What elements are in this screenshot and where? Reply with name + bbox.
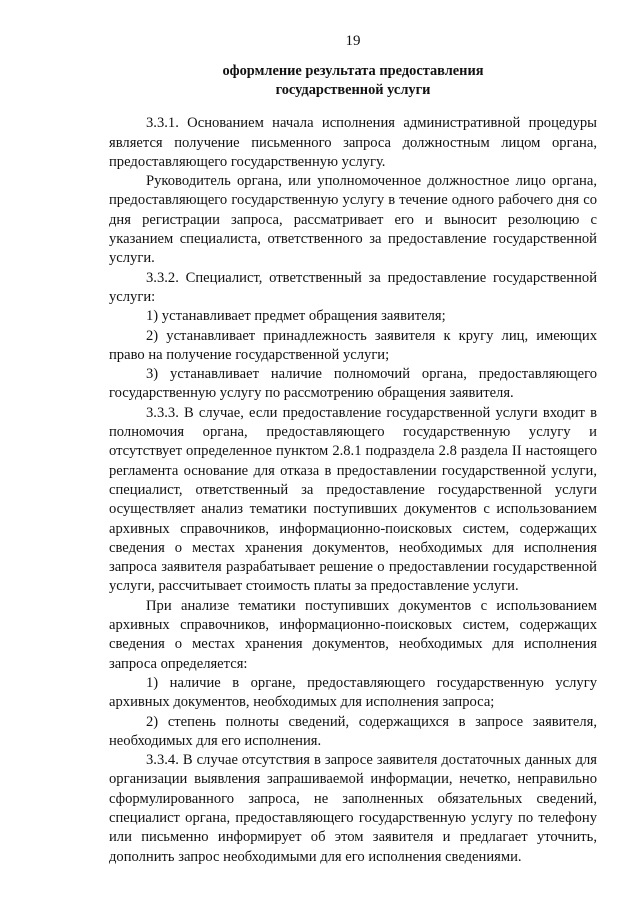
section-heading-line-2: государственной услуги bbox=[275, 82, 431, 99]
list-item-3: 3) устанавливает наличие полномочий органа, предоставляющего государственную услугу по рассмотрению обращения заявителя. bbox=[109, 366, 597, 402]
list-item-1: 1) устанавливает предмет обращения заявителя; bbox=[146, 308, 446, 325]
section-heading-line-1: оформление результата предоставления bbox=[222, 63, 484, 80]
document-page bbox=[109, 32, 597, 867]
list-item-2: 2) устанавливает принадлежность заявителя к кругу лиц, имеющих право на получение государственной услуги; bbox=[109, 327, 597, 363]
page-number: 19 bbox=[345, 33, 361, 49]
paragraph-3-3-2: 3.3.2. Специалист, ответственный за предоставление государственной услуги: bbox=[109, 269, 597, 305]
paragraph-3-3-3: 3.3.3. В случае, если предоставление государственной услуги входит в полномочия органа, предоставляющего государственную услугу и отсутствует определенное пунктом 2.8.1 подраздела 2.8 раздела II настоящего регламента основание для отказа в предоставлении государственной услуги, специалист, ответственный за предоставление государственной услуги осуществляет анализ тематики поступивших документов с использованием архивных справочников, информационно-поисковых систем, содержащих сведения о местах хранения документов, необходимых для исполнения запроса заявителя разрабатывает решение о предоставлении государственной услуги, рассчитывает стоимость платы за предоставление услуги. bbox=[109, 404, 597, 595]
paragraph-3-3-4: 3.3.4. В случае отсутствия в запросе заявителя достаточных данных для организации выявления запрашиваемой информации, нечетко, неправильно сформулированного запроса, не заполненных обязательных сведений, специалист органа, предоставляющего государственную услугу по телефону или письменно информирует об этом заявителя и предлагает уточнить, дополнить запрос необходимыми для его исполнения сведениями. bbox=[109, 752, 597, 865]
paragraph-3-3-1: 3.3.1. Основанием начала исполнения административной процедуры является получение письменного запроса должностным лицом органа, предоставляющего государственную услугу. bbox=[109, 115, 597, 170]
paragraph-head-resolution: Руководитель органа, или уполномоченное должностное лицо органа, предоставляющего государственную услугу в течение одного рабочего дня со дня регистрации запроса, рассматривает его и выносит резолюцию с указанием специалиста, ответственного за предоставление государственной услуги. bbox=[109, 173, 597, 267]
paragraph-analysis: При анализе тематики поступивших документов с использованием архивных справочников, информационно-поисковых систем, содержащих сведения о местах хранения документов, необходимых для исполнения запроса определяется: bbox=[109, 597, 597, 672]
analysis-item-2: 2) степень полноты сведений, содержащихся в запросе заявителя, необходимых для его исполнения. bbox=[109, 713, 597, 749]
section-heading bbox=[109, 62, 597, 100]
analysis-item-1: 1) наличие в органе, предоставляющего государственную услугу архивных документов, необходимых для исполнения запроса; bbox=[109, 674, 597, 711]
